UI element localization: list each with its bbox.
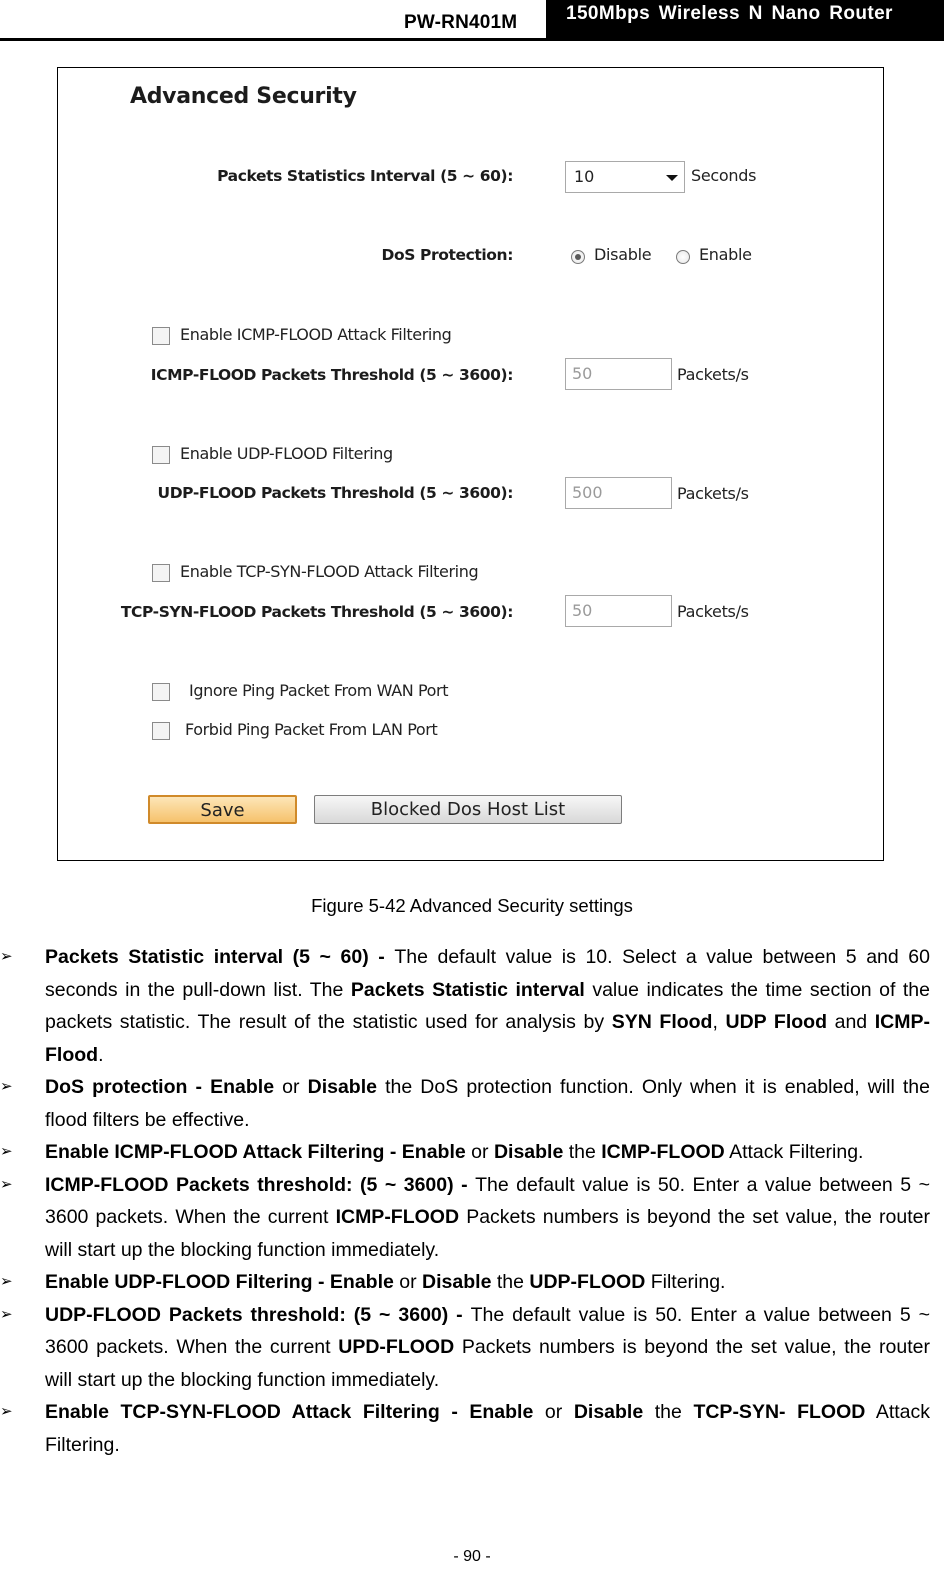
dropdown-arrow-icon <box>666 175 678 181</box>
bold-text: UPD-FLOOD <box>338 1336 455 1358</box>
tcp-syn-flood-checkbox-label: Enable TCP-SYN-FLOOD Attack Filtering <box>180 562 479 581</box>
text: or <box>393 1271 423 1293</box>
bold-text: ICMP-FLOOD <box>335 1206 460 1228</box>
list-item-text <box>45 1396 930 1461</box>
text: the DoS protection function. Only when it is enabled, will the flood filters be effective. <box>45 1076 930 1131</box>
text: Attack Filtering. <box>45 1401 931 1456</box>
save-button[interactable]: Save <box>148 795 297 824</box>
bullet-arrow-icon: ➢ <box>0 1175 13 1193</box>
bold-text: Disable <box>307 1076 377 1098</box>
icmp-flood-checkbox[interactable] <box>152 327 170 345</box>
text: or <box>465 1141 494 1163</box>
forbid-ping-checkbox[interactable] <box>152 722 170 740</box>
list-item <box>0 1266 930 1299</box>
text: . <box>98 1043 104 1066</box>
bullet-arrow-icon: ➢ <box>0 948 13 965</box>
dos-disable-label: Disable <box>594 245 652 264</box>
list-item-text <box>45 941 930 1071</box>
text: The default value is 50. Enter a value between 5 ~ 3600 packets. When the current <box>45 1303 930 1358</box>
bold-text: SYN Flood <box>611 1011 713 1033</box>
text: value indicates the time section of the packets statistic. The result of the statistic used for analysis by <box>45 978 930 1033</box>
bold-text: ICMP-Flood <box>45 1011 930 1066</box>
header-model: PW-RN401M <box>404 12 518 33</box>
list-item <box>0 941 930 1071</box>
blocked-dos-host-list-button[interactable]: Blocked Dos Host List <box>314 795 622 824</box>
icmp-threshold-input[interactable]: 50 <box>565 358 672 390</box>
bold-text: Disable <box>573 1401 644 1423</box>
text: The default value is 50. Enter a value between 5 ~ 3600 packets. When the current <box>45 1173 930 1228</box>
bold-text: DoS protection - Enable <box>45 1076 275 1098</box>
text: or <box>274 1076 308 1098</box>
udp-threshold-input[interactable]: 500 <box>565 477 672 509</box>
dos-disable-radio[interactable] <box>571 250 585 264</box>
text: , <box>712 1011 726 1033</box>
icmp-threshold-unit: Packets/s <box>677 365 749 384</box>
list-item <box>0 1396 931 1461</box>
bold-text: Packets Statistic interval <box>350 978 585 1001</box>
stats-interval-select[interactable] <box>565 161 685 193</box>
text: Filtering. <box>645 1271 726 1293</box>
description-list <box>0 941 931 1461</box>
bold-text: Enable UDP-FLOOD Filtering - Enable <box>45 1271 394 1293</box>
bullet-arrow-icon: ➢ <box>0 1305 13 1323</box>
list-item <box>0 1136 930 1169</box>
list-item-text <box>45 1071 930 1136</box>
bold-text: Packets Statistic interval (5 ~ 60) - <box>45 946 395 968</box>
page-number: - 90 - <box>453 1548 491 1565</box>
stats-interval-label: Packets Statistics Interval (5 ~ 60): <box>217 167 513 185</box>
stats-interval-unit: Seconds <box>691 166 757 185</box>
text: Packets numbers is beyond the set value, the router will start up the blocking function immediately. <box>45 1336 930 1391</box>
text: and <box>827 1011 875 1033</box>
bold-text: UDP Flood <box>725 1011 827 1033</box>
bold-text: ICMP-FLOOD <box>601 1141 725 1163</box>
list-item <box>0 1071 930 1136</box>
bold-text: Enable TCP-SYN-FLOOD Attack Filtering - Enable <box>45 1401 534 1423</box>
bullet-arrow-icon: ➢ <box>0 1403 13 1420</box>
list-item-text <box>45 1299 930 1397</box>
tcp-syn-threshold-input[interactable]: 50 <box>565 595 672 627</box>
text: Packets numbers is beyond the set value, the router will start up the blocking function immediately. <box>45 1206 930 1261</box>
text: or <box>533 1401 574 1423</box>
bold-text: UDP-FLOOD Packets threshold: (5 ~ 3600) - <box>45 1303 471 1326</box>
figure-caption: Figure 5-42 Advanced Security settings <box>311 895 633 916</box>
figure-title: Advanced Security <box>130 84 357 109</box>
tcp-syn-flood-checkbox[interactable] <box>152 564 170 582</box>
list-item <box>0 1299 930 1397</box>
header-product: 150Mbps Wireless N Nano Router <box>546 0 944 38</box>
list-item <box>0 1169 930 1267</box>
udp-threshold-label: UDP-FLOOD Packets Threshold (5 ~ 3600): <box>157 484 513 502</box>
text: the <box>643 1401 694 1423</box>
text: the <box>563 1141 602 1163</box>
dos-enable-radio[interactable] <box>676 250 690 264</box>
page-header <box>0 0 944 40</box>
ignore-ping-checkbox[interactable] <box>152 683 170 701</box>
stats-interval-value: 10 <box>574 167 595 186</box>
ignore-ping-label: Ignore Ping Packet From WAN Port <box>189 681 449 700</box>
advanced-security-figure <box>57 67 884 861</box>
bold-text: ICMP-FLOOD Packets threshold: (5 ~ 3600) - <box>45 1173 476 1196</box>
text: Attack Filtering. <box>724 1141 864 1163</box>
bullet-arrow-icon: ➢ <box>0 1078 13 1095</box>
list-item-text <box>45 1136 930 1169</box>
bold-text: Disable <box>493 1141 564 1163</box>
list-item-text <box>45 1169 930 1267</box>
bullet-arrow-icon: ➢ <box>0 1143 13 1160</box>
tcp-syn-threshold-unit: Packets/s <box>677 602 749 621</box>
text: The default value is 10. Select a value between 5 and 60 seconds in the pull-down list. The <box>45 946 930 1001</box>
bold-text: TCP-SYN- FLOOD <box>693 1401 866 1423</box>
header-rule <box>0 38 944 41</box>
icmp-flood-checkbox-label: Enable ICMP-FLOOD Attack Filtering <box>180 325 452 344</box>
udp-threshold-unit: Packets/s <box>677 484 749 503</box>
bold-text: Enable ICMP-FLOOD Attack Filtering - Enable <box>45 1141 466 1163</box>
bold-text: UDP-FLOOD <box>529 1271 646 1293</box>
bold-text: Disable <box>422 1271 492 1293</box>
udp-flood-checkbox-label: Enable UDP-FLOOD Filtering <box>180 444 393 463</box>
list-item-text <box>45 1266 930 1299</box>
bullet-arrow-icon: ➢ <box>0 1273 13 1290</box>
dos-enable-label: Enable <box>699 245 752 264</box>
icmp-threshold-label: ICMP-FLOOD Packets Threshold (5 ~ 3600): <box>150 366 513 384</box>
forbid-ping-label: Forbid Ping Packet From LAN Port <box>185 720 438 739</box>
dos-protection-label: DoS Protection: <box>381 246 513 264</box>
text: the <box>491 1271 530 1293</box>
tcp-syn-threshold-label: TCP-SYN-FLOOD Packets Threshold (5 ~ 3600): <box>120 603 513 621</box>
udp-flood-checkbox[interactable] <box>152 446 170 464</box>
